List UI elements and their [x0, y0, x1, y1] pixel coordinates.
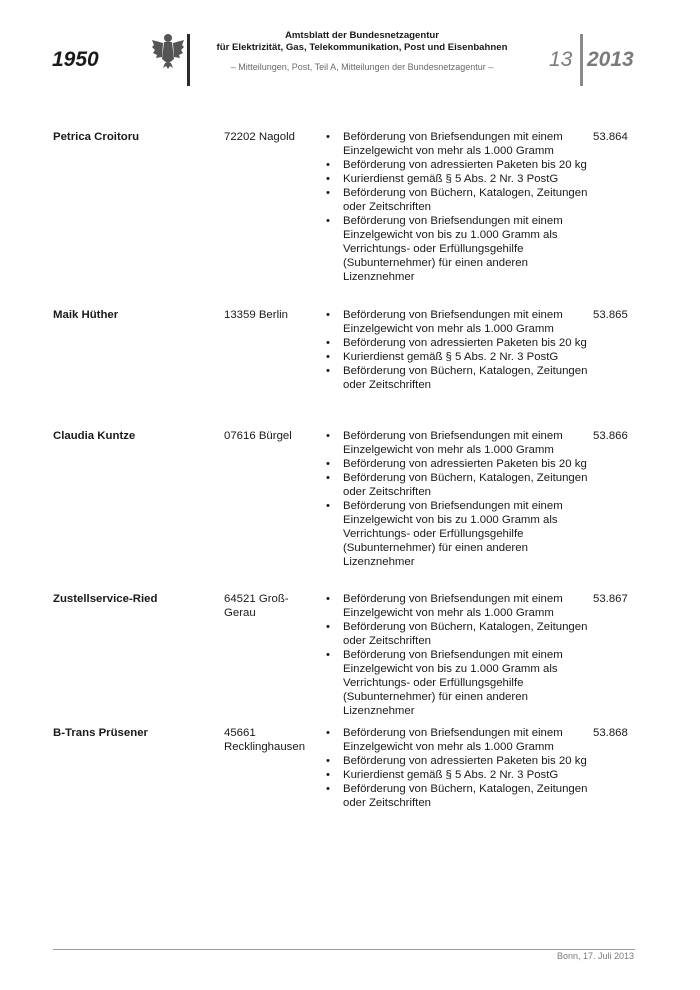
- issue-number: 13: [549, 48, 573, 71]
- service-item: • Kurierdienst gemäß § 5 Abs. 2 Nr. 3 PostG: [324, 350, 594, 364]
- issue-year: 2013: [587, 48, 634, 71]
- page-number: 1950: [52, 48, 99, 71]
- registration-number: 53.865: [593, 309, 628, 321]
- licensee-name: B-Trans Prüsener: [53, 727, 148, 739]
- service-item: • Beförderung von Büchern, Katalogen, Zeitungen oder Zeitschriften: [324, 186, 594, 214]
- footer-divider: [53, 949, 635, 950]
- service-item: • Beförderung von Briefsendungen mit einem Einzelgewicht von mehr als 1.000 Gramm: [324, 592, 594, 620]
- service-list: [324, 592, 594, 718]
- service-item: • Beförderung von adressierten Paketen bis 20 kg: [324, 754, 594, 768]
- section-subtitle: – Mitteilungen, Post, Teil A, Mitteilungen der Bundesnetzagentur –: [230, 62, 494, 72]
- service-list: [324, 308, 594, 392]
- header-divider: [187, 34, 190, 86]
- licensee-name: Claudia Kuntze: [53, 430, 136, 442]
- service-item: • Beförderung von Briefsendungen mit einem Einzelgewicht von bis zu 1.000 Gramm als Verrichtungs- oder Erfüllungsgehilfe (Subunternehmer) für einen anderen Lizenznehmer: [324, 499, 594, 569]
- service-item: • Beförderung von Büchern, Katalogen, Zeitungen oder Zeitschriften: [324, 620, 594, 648]
- service-item: • Beförderung von adressierten Paketen bis 20 kg: [324, 336, 594, 350]
- federal-eagle-icon: [151, 31, 185, 69]
- title-line-1: Amtsblatt der Bundesnetzagentur: [284, 30, 440, 41]
- service-item: • Kurierdienst gemäß § 5 Abs. 2 Nr. 3 PostG: [324, 768, 594, 782]
- registration-number: 53.867: [593, 593, 628, 605]
- service-item: • Beförderung von Büchern, Katalogen, Zeitungen oder Zeitschriften: [324, 782, 594, 810]
- service-item: • Beförderung von Briefsendungen mit einem Einzelgewicht von mehr als 1.000 Gramm: [324, 130, 594, 158]
- service-item: • Beförderung von Briefsendungen mit einem Einzelgewicht von mehr als 1.000 Gramm: [324, 726, 594, 754]
- registration-number: 53.868: [593, 727, 628, 739]
- service-item: • Kurierdienst gemäß § 5 Abs. 2 Nr. 3 PostG: [324, 172, 594, 186]
- service-item: • Beförderung von Briefsendungen mit einem Einzelgewicht von bis zu 1.000 Gramm als Verrichtungs- oder Erfüllungsgehilfe (Subunternehmer) für einen anderen Lizenznehmer: [324, 214, 594, 284]
- licensee-location: 45661 Recklinghausen: [224, 727, 306, 753]
- title-line-2: für Elektrizität, Gas, Telekommunikation, Post und Eisenbahnen: [216, 42, 508, 53]
- service-item: • Beförderung von Büchern, Katalogen, Zeitungen oder Zeitschriften: [324, 364, 594, 392]
- service-list: [324, 726, 594, 810]
- licensee-location: 72202 Nagold: [224, 131, 295, 143]
- licensee-location: 13359 Berlin: [224, 309, 288, 321]
- licensee-name: Petrica Croitoru: [53, 131, 140, 143]
- licensee-name: Zustellservice-Ried: [53, 593, 158, 605]
- licensee-name: Maik Hüther: [53, 309, 119, 321]
- service-item: • Beförderung von Büchern, Katalogen, Zeitungen oder Zeitschriften: [324, 471, 594, 499]
- publication-title: [192, 30, 532, 72]
- registration-number: 53.866: [593, 430, 628, 442]
- licensee-location: 07616 Bürgel: [224, 430, 292, 442]
- service-item: • Beförderung von Briefsendungen mit einem Einzelgewicht von mehr als 1.000 Gramm: [324, 308, 594, 336]
- service-item: • Beförderung von Briefsendungen mit einem Einzelgewicht von bis zu 1.000 Gramm als Verrichtungs- oder Erfüllungsgehilfe (Subunternehmer) für einen anderen Lizenznehmer: [324, 648, 594, 718]
- service-item: • Beförderung von adressierten Paketen bis 20 kg: [324, 457, 594, 471]
- service-item: • Beförderung von Briefsendungen mit einem Einzelgewicht von mehr als 1.000 Gramm: [324, 429, 594, 457]
- service-item: • Beförderung von adressierten Paketen bis 20 kg: [324, 158, 594, 172]
- service-list: [324, 429, 594, 569]
- issue-divider: [580, 34, 583, 86]
- licensee-location: 64521 Groß-Gerau: [224, 593, 289, 619]
- service-list: [324, 130, 594, 284]
- registration-number: 53.864: [593, 131, 628, 143]
- page-header: [0, 0, 700, 100]
- footer-date: Bonn, 17. Juli 2013: [556, 951, 634, 961]
